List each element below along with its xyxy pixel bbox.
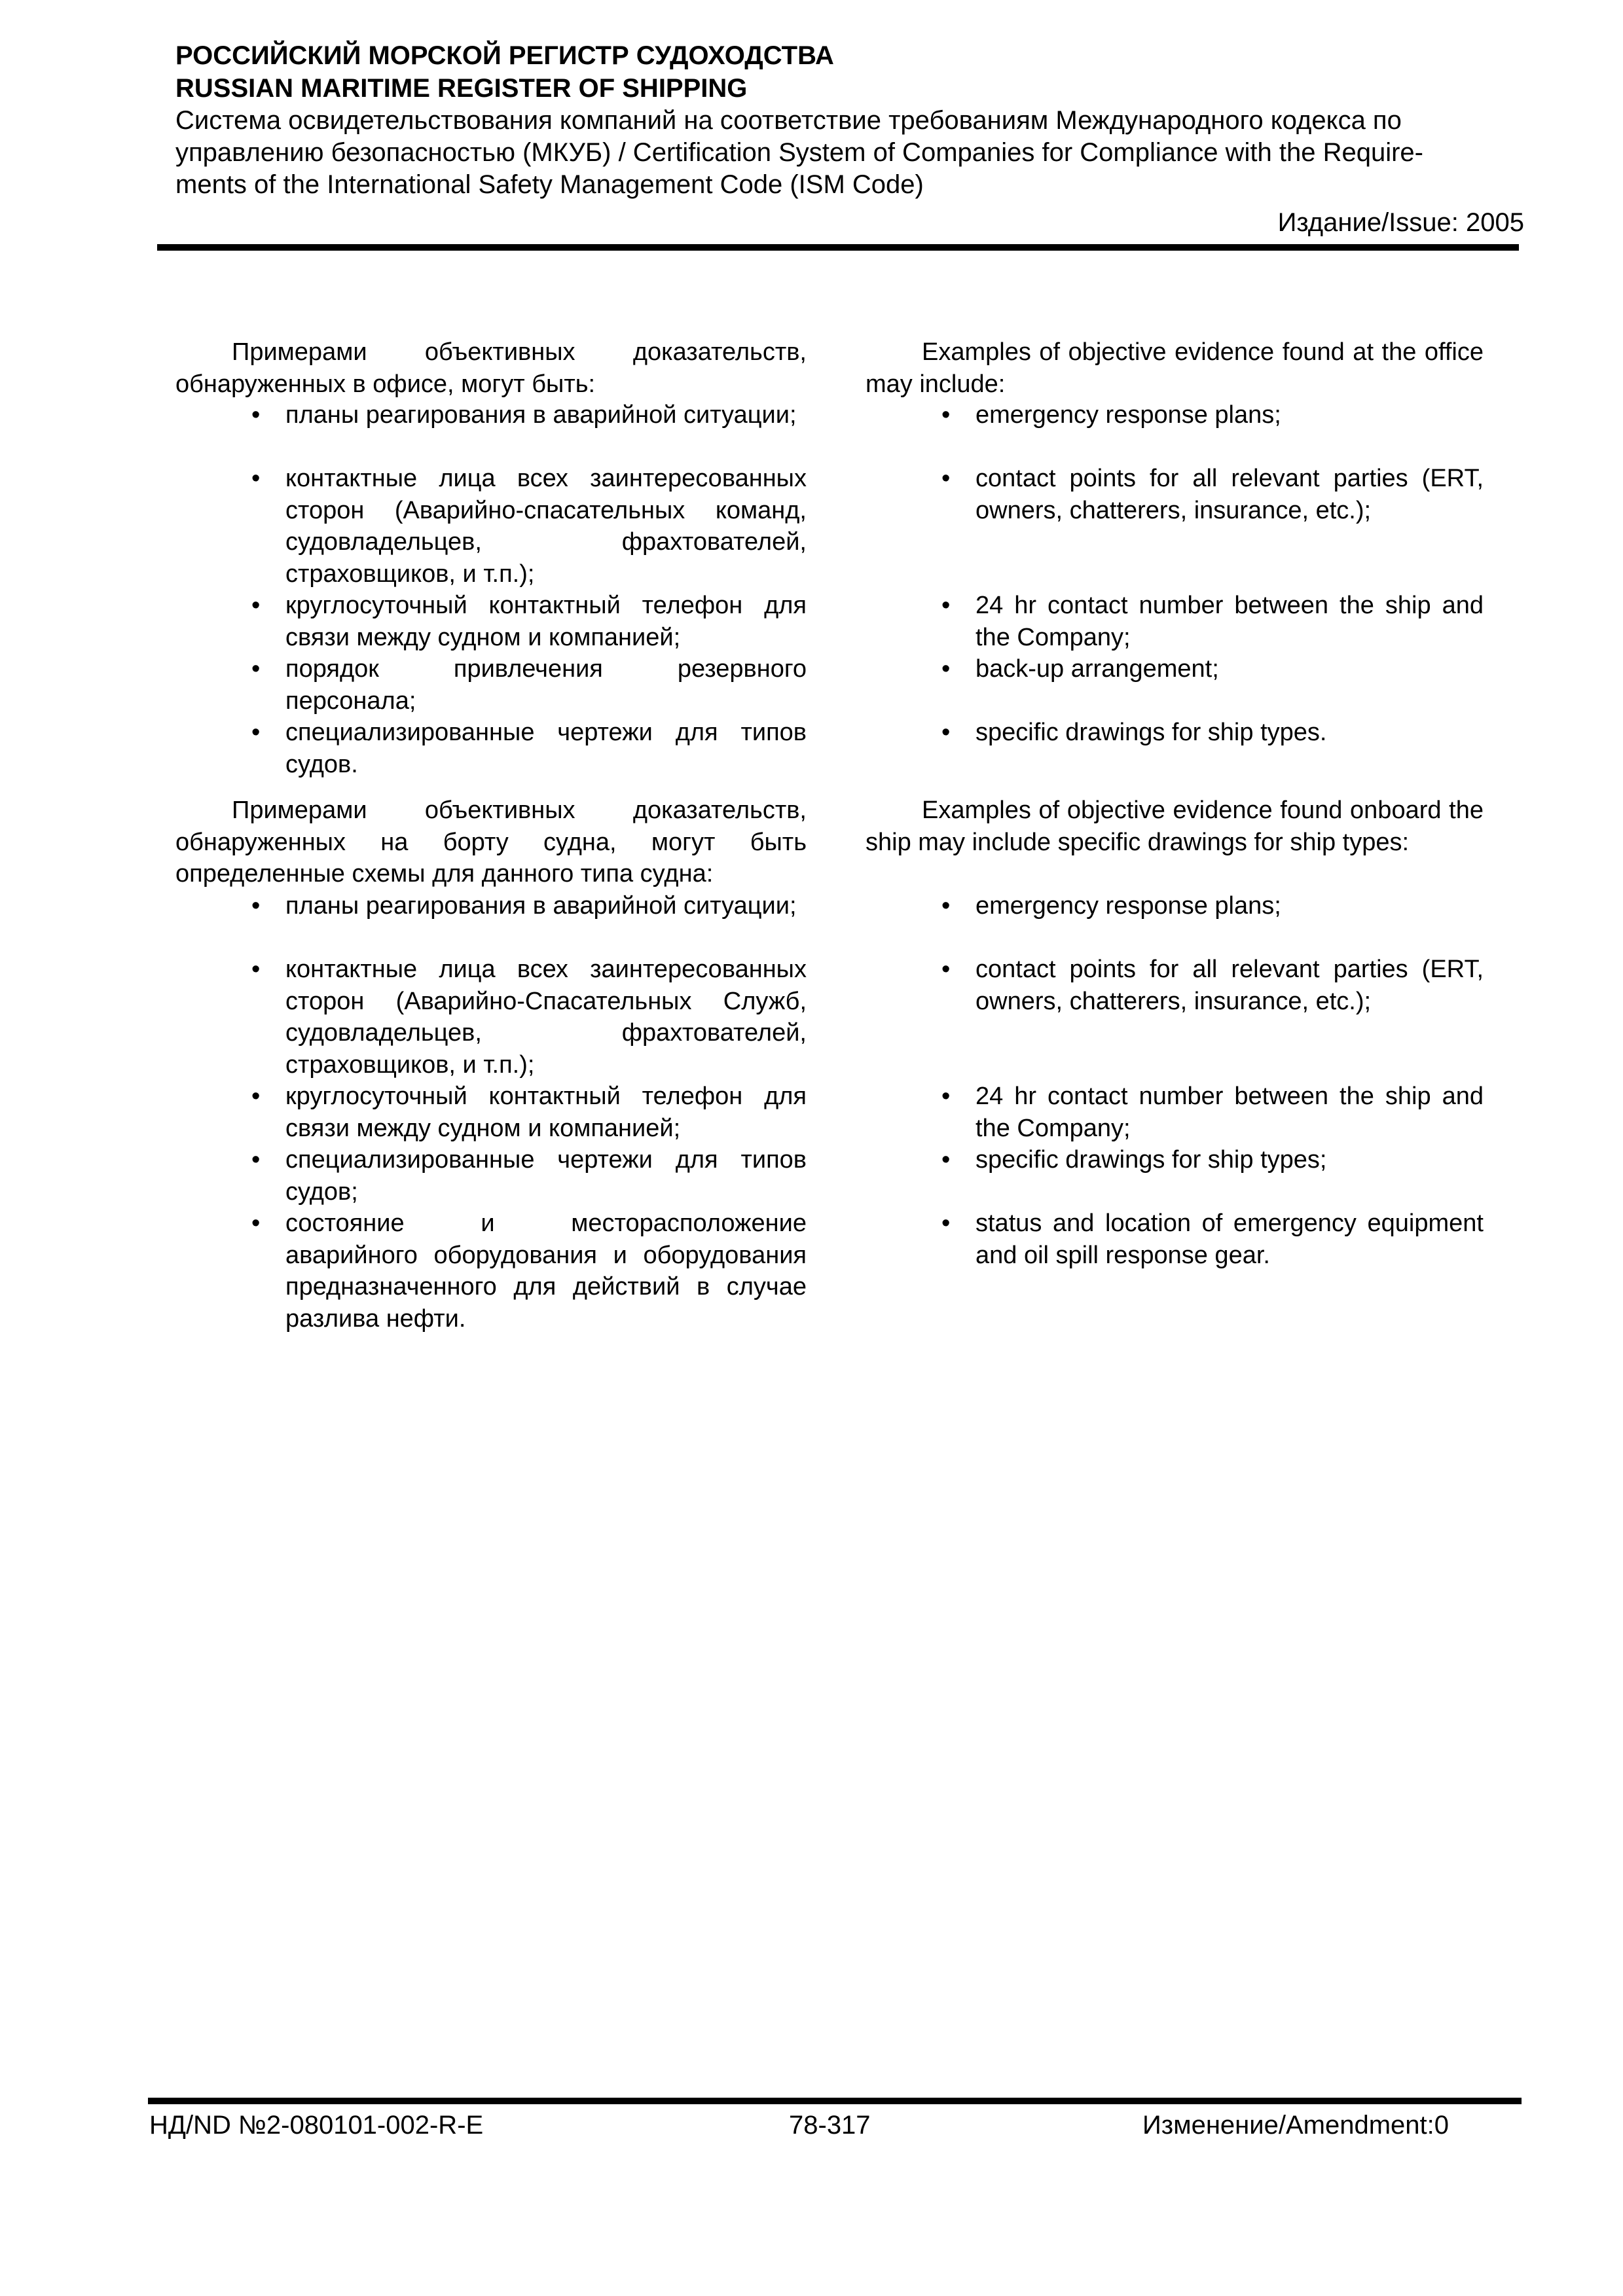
system-title [175,105,1524,201]
bullet-icon: • [251,956,261,983]
system-title-line: управлению безопасностью (МКУБ) / Certification System of Companies for Compliance with the Require- [175,138,1423,167]
list-item: • specific drawings for ship types; [866,1144,1484,1208]
issue-label: Издание/Issue: 2005 [1277,208,1524,237]
list-item: • специализированные чертежи для типов судов; [175,1144,807,1208]
bullet-icon: • [251,401,261,429]
list-item: • status and location of emergency equipment and oil spill response gear. [866,1208,1484,1335]
ship-list-ru [175,890,807,1335]
list-item: • специализированные чертежи для типов судов. [175,717,807,780]
list-item: • контактные лица всех заинтересованных сторон (Аварийно-спасательных команд, судовладельцев, фрахтователей, страховщиков, и т.п.); [175,463,807,590]
list-item: • состояние и месторасположение аварийного оборудования и оборудования предназначенного для действий в случае разлива нефти. [175,1208,807,1335]
amendment-label: Изменение/Amendment:0 [1142,2111,1449,2140]
bullet-icon: • [251,1083,261,1110]
bullet-icon: • [941,1210,951,1237]
system-title-line: Система освидетельствования компаний на соответствие требованиям Международного кодекса по [175,106,1402,135]
bullet-icon: • [941,719,951,746]
header-divider [157,244,1519,251]
list-item: • emergency response plans; [866,399,1484,463]
list-item: • back-up arrangement; [866,653,1484,717]
bullet-icon: • [941,1083,951,1110]
ship-intro-en: Examples of objective evidence found onboard the ship may include specific drawings for ship types: [866,797,1484,856]
list-item: • планы реагирования в аварийной ситуации; [175,399,807,463]
page-header [175,39,1524,239]
bullet-icon: • [251,592,261,619]
footer-divider [148,2098,1522,2104]
bullet-icon: • [941,655,951,683]
list-item: • планы реагирования в аварийной ситуации; [175,890,807,954]
office-list-en [866,399,1484,780]
page-number: 78-317 [789,2111,871,2140]
bullet-icon: • [251,1210,261,1237]
bullet-icon: • [941,592,951,619]
russian-column [175,336,807,1335]
list-item: • contact points for all relevant parties (ERT, owners, chatterers, insurance, etc.); [866,954,1484,1081]
bullet-icon: • [941,465,951,492]
list-item: • круглосуточный контактный телефон для связи между судном и компанией; [175,590,807,653]
list-item: • круглосуточный контактный телефон для связи между судном и компанией; [175,1081,807,1144]
bullet-icon: • [251,1146,261,1174]
bullet-icon: • [941,1146,951,1174]
bullet-icon: • [941,401,951,429]
bullet-icon: • [941,956,951,983]
ship-intro-ru: Примерами объективных доказательств, обнаруженных на борту судна, могут быть определенные схемы для данного типа судна: [175,797,807,888]
list-item: • порядок привлечения резервного персонала; [175,653,807,717]
office-list-ru [175,399,807,780]
document-number: НД/ND №2-080101-002-R-E [149,2111,484,2140]
office-intro-ru: Примерами объективных доказательств, обнаруженных в офисе, могут быть: [175,338,807,398]
bullet-icon: • [251,655,261,683]
list-item: • contact points for all relevant parties (ERT, owners, chatterers, insurance, etc.); [866,463,1484,590]
bullet-icon: • [251,719,261,746]
list-item: • 24 hr contact number between the ship and the Company; [866,590,1484,653]
list-item: • контактные лица всех заинтересованных сторон (Аварийно-Спасательных Служб, судовладельцев, фрахтователей, страховщиков, и т.п.); [175,954,807,1081]
list-item: • specific drawings for ship types. [866,717,1484,780]
org-name-en: RUSSIAN MARITIME REGISTER OF SHIPPING [175,74,748,103]
org-name-ru: РОССИЙСКИЙ МОРСКОЙ РЕГИСТР СУДОХОДСТВА [175,41,834,70]
english-column [866,336,1484,1335]
office-intro-en: Examples of objective evidence found at the office may include: [866,338,1484,398]
bullet-icon: • [251,465,261,492]
bullet-icon: • [251,892,261,920]
ship-list-en [866,890,1484,1335]
system-title-line: ments of the International Safety Management Code (ISM Code) [175,170,924,199]
list-item: • 24 hr contact number between the ship and the Company; [866,1081,1484,1144]
bullet-icon: • [941,892,951,920]
list-item: • emergency response plans; [866,890,1484,954]
